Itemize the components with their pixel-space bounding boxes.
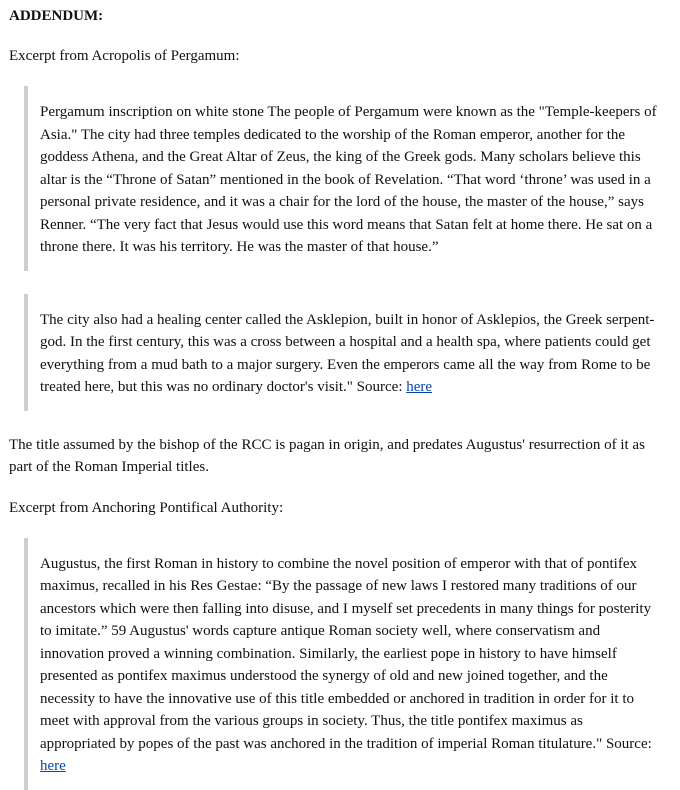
quote-text: Augustus, the first Roman in history to combine the novel position of emperor with that of pontifex maximus, recalled in his Res Gestae: “By the passage of new laws I restored many traditions of our ancestors which were then falling into disuse, and I myself set precedents in many things for posterity to imitate.” 59 Augustus' words capture antique Roman society well, where conservatism and innovation proved a winning combination. Similarly, the earliest pope in history to have himself presented as pontifex maximus understood the synergy of old and new joined together, and the necessity to have the innovative use of this title embedded or anchored in tradition in order for it to meet with approval from the various groups in society. Thus, the title pontifex maximus as appropriated by popes of the past was anchored in the tradition of imperial Roman titulature." Source: (40, 555, 652, 752)
quote-text: Pergamum inscription on white stone The people of Pergamum were known as the "Temple-keepers of Asia." The city had three temples dedicated to the worship of the Roman emperor, another for the goddess Athena, and the Great Altar of Zeus, the king of the Greek gods. Many scholars believe this altar is the “Throne of Satan” mentioned in the book of Revelation. “That word ‘throne’ was used in a personal private residence, and it was a chair for the lord of the house, the master of the house,” says Renner. “The very fact that Jesus would use this word means that Satan felt at home there. He sat on a throne there. It was his territory. He was the master of that house.” (40, 104, 657, 255)
source-link[interactable]: here (40, 758, 66, 774)
quote-augustus (24, 538, 670, 790)
quote-paragraph (40, 553, 660, 778)
quote-paragraph (40, 309, 660, 399)
addendum-heading: ADDENDUM: (9, 8, 104, 24)
pagan-title-paragraph: The title assumed by the bishop of the RCC is pagan in origin, and predates Augustus' resurrection of it as part of the Roman Imperial titles. (9, 436, 645, 475)
quote-pergamum-throne (24, 86, 670, 271)
source-link[interactable]: here (406, 379, 433, 395)
excerpt-label-pontifical: Excerpt from Anchoring Pontifical Authority: (9, 499, 284, 516)
quote-asklepion (24, 294, 670, 411)
excerpt-label-pergamum: Excerpt from Acropolis of Pergamum: (9, 48, 240, 64)
quote-text: The city also had a healing center called the Asklepion, built in honor of Asklepios, the Greek serpent-god. In the first century, this was a cross between a hospital and a health spa, where patients could get everything from a mud bath to a major surgery. Even the emperors came all the way from Rome to be treated here, but this was no ordinary doctor's visit." Source: (40, 311, 655, 395)
